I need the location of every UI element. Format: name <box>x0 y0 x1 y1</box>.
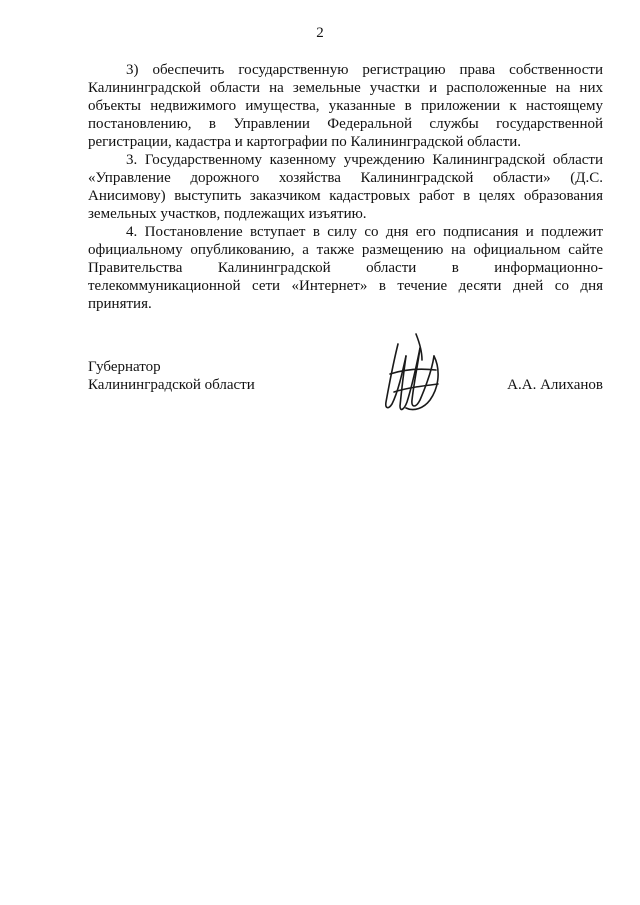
document-body <box>88 61 603 313</box>
signer-name: А.А. Алиханов <box>507 377 603 393</box>
page-number: 2 <box>316 25 324 41</box>
paragraph-item-3: 3) обеспечить государственную регистрацию права собственности Калининградской области на земельные участки и расположенные на них объекты недвижимого имущества, указанные в приложении к настоящему постановлению, в Управлении Федеральной службы государственной регистрации, кадастра и картографии по Калининградской области. <box>88 62 603 150</box>
paragraph-clause-3: 3. Государственному казенному учреждению Калининградской области «Управление дорожного хозяйства Калининградской области» (Д.С. Анисимову) выступить заказчиком кадастровых работ в целях образования земельных участков, подлежащих изъятию. <box>88 152 603 222</box>
signature-block <box>88 358 603 418</box>
signer-position: Губернатор <box>88 359 161 375</box>
signer-region: Калининградской области <box>88 377 255 393</box>
signer-title <box>88 358 255 394</box>
paragraph-clause-4: 4. Постановление вступает в силу со дня его подписания и подлежит официальному опубликованию, а также размещению на официальном сайте Правительства Калининградской области в информационно-телекоммуникационной сети «Интернет» в течение десяти дней со дня принятия. <box>88 224 603 312</box>
handwritten-signature-icon <box>376 330 452 416</box>
